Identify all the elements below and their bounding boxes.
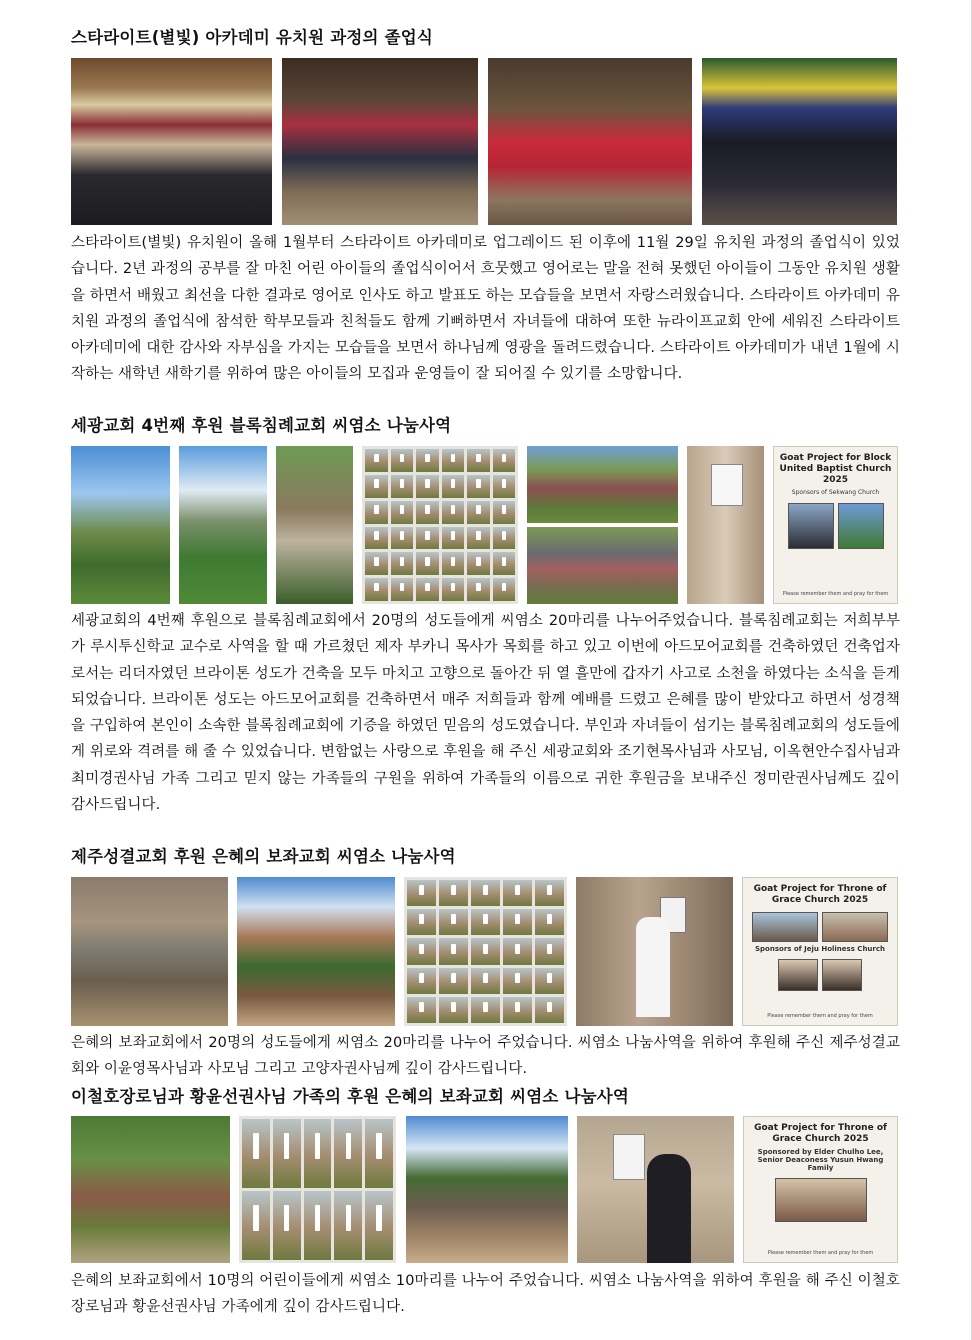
section-paragraph: 은혜의 보좌교회에서 10명의 어린이들에게 씨염소 10마리를 나누어 주었습니다. 씨염소 나눔사역을 위하여 후원을 해 주신 이철호장로님과 황윤선권사님 가족에게 깊이 감사드립니다. [71, 1273, 900, 1316]
section-title: 제주성결교회 후원 은혜의 보좌교회 씨염소 나눔사역 [71, 847, 456, 866]
poster-photo [822, 959, 862, 991]
photo-row-graduation [71, 58, 897, 225]
section-4-heading-wrap [71, 1086, 900, 1108]
section-1-heading-wrap [71, 27, 900, 49]
poster-block-church [773, 446, 898, 604]
photo-graduation-audience [71, 58, 272, 225]
poster-photos [775, 1178, 867, 1222]
photo-children-recipients-grid [239, 1116, 396, 1263]
photo-row-block-church [71, 446, 898, 604]
photo-throne-group-outdoor [237, 877, 395, 1026]
poster-photos [778, 959, 862, 991]
poster-photo [822, 912, 888, 942]
photo-poster-hanging [576, 877, 733, 1026]
section-2-heading-wrap [71, 415, 900, 437]
photo-row-throne-lee [71, 1116, 898, 1263]
section-paragraph: 스타라이트(별빛) 유치원이 올해 1월부터 스타라이트 아카데미로 업그레이드 된 이후에 11월 29일 유치원 과정의 졸업식이 있었습니다. 2년 과정의 공부를 잘 마친 어린 아이들의 졸업식이어서 흐뭇했고 영어로는 말을 전혀 못했던 아이들이 그동안 유치원 생활을 하면서 배웠고 최선을 다한 결과로 영어로 인사도 하고 발표도 하는 모습들을 보면서 자랑스러웠습니다. 스타라이트 아카데미 유치원 과정의 졸업식에 참석한 학부모들과 친척들도 함께 기뻐하면서 자녀들에 대하여 또한 뉴라이프교회 안에 세워진 스타라이트 아카데미에 대한 감사와 자부심을 가지는 모습들을 보면서 하나님께 영광을 돌려드렸습니다. 스타라이트 아카데미가 내년 1월에 시작하는 새학년 새학기를 위하여 많은 아이들의 모집과 운영들이 잘 되어질 수 있기를 소망합니다. [71, 235, 900, 383]
photo-children-group-outdoor [406, 1116, 568, 1263]
photo-row-throne-jeju [71, 877, 898, 1026]
poster-photo [752, 912, 818, 942]
section-title: 스타라이트(별빛) 아카데미 유치원 과정의 졸업식 [71, 28, 434, 47]
poster-photos [752, 912, 888, 942]
photo-block-poster-on-wall [687, 446, 764, 604]
photo-pastor-with-poster [577, 1116, 734, 1263]
poster-footer: Please remember them and pray for them [767, 1013, 873, 1019]
photo-block-landscape-2 [179, 446, 267, 604]
photo-block-landscape-1 [71, 446, 170, 604]
poster-title: Goat Project for Throne of Grace Church 2025 [754, 1123, 887, 1144]
poster-photo [778, 959, 818, 991]
photo-graduation-gowns [702, 58, 897, 225]
photo-block-recipients-grid [362, 446, 518, 604]
photo-throne-recipients-grid [404, 877, 567, 1026]
poster-throne-lee-family [743, 1116, 898, 1263]
poster-photo [838, 503, 884, 549]
poster-subtitle: Sponsors of Sekwang Church [791, 489, 880, 496]
poster-photo [775, 1178, 867, 1222]
photo-block-group-1 [527, 446, 678, 523]
photo-goat-cart [71, 877, 228, 1026]
section-3-heading-wrap [71, 846, 900, 868]
poster-footer: Please remember them and pray for them [782, 591, 889, 597]
poster-subtitle: Sponsors of Jeju Holiness Church [755, 945, 885, 953]
section-title: 이철호장로님과 황윤선권사님 가족의 후원 은혜의 보좌교회 씨염소 나눔사역 [71, 1087, 630, 1106]
poster-photos [788, 503, 884, 549]
poster-title: Goat Project for Throne of Grace Church 2025 [753, 884, 887, 905]
photo-children-with-goats [71, 1116, 230, 1263]
poster-subtitle: Sponsored by Elder Chulho Lee, Senior Deaconess Yusun Hwang Family [757, 1148, 884, 1172]
section-paragraph: 은혜의 보좌교회에서 20명의 성도들에게 씨염소 20마리를 나누어 주었습니다. 씨염소 나눔사역을 위하여 후원해 주신 제주성결교회와 이윤영목사님과 사모님 그리고 고양자권사님께 깊이 감사드립니다. [71, 1035, 900, 1078]
poster-photo [788, 503, 834, 549]
photo-graduation-stage-children [282, 58, 478, 225]
photo-graduation-dance [488, 58, 692, 225]
section-title: 세광교회 4번째 후원 블록침례교회 씨염소 나눔사역 [71, 416, 452, 435]
section-paragraph: 세광교회의 4번째 후원으로 블록침례교회에서 20명의 성도들에게 씨염소 20마리를 나누어주었습니다. 블록침례교회는 저희부부가 루시투신학교 교수로 사역을 할 때 가르쳤던 제자 부카니 목사가 목회를 하고 있고 이번에 아드모어교회를 건축하였던 건축업자로서는 리더자였던 브라이톤 성도가 건축을 모두 마치고 고향으로 돌아간 뒤 열 흘만에 갑자기 사고로 소천을 하였다는 소식을 듣게 되었습니다. 브라이톤 성도는 아드모어교회를 건축하면서 매주 저희들과 함께 예배를 드렸고 은혜를 많이 받았다고 하면서 성경책을 구입하여 본인이 소속한 블록침례교회에 기증을 하였던 믿음의 성도였습니다. 부인과 자녀들이 섬기는 블록침례교회의 성도들에게 위로와 격려를 해 줄 수 있었습니다. 변함없는 사랑으로 후원을 해 주신 세광교회와 조기현목사님과 사모님, 이옥현안수집사님과 최미경권사님 가족 그리고 믿지 않는 가족들의 구원을 위하여 가족들의 이름으로 귀한 후원금을 보내주신 정미란권사님께도 깊이 감사드립니다. [71, 613, 900, 814]
poster-throne-jeju [742, 877, 898, 1026]
photo-block-goats-kraal [276, 446, 353, 604]
poster-title: Goat Project for Block United Baptist Church 2025 [779, 453, 892, 485]
photo-block-group-2 [527, 527, 678, 604]
poster-footer: Please remember them and pray for them [767, 1250, 874, 1256]
